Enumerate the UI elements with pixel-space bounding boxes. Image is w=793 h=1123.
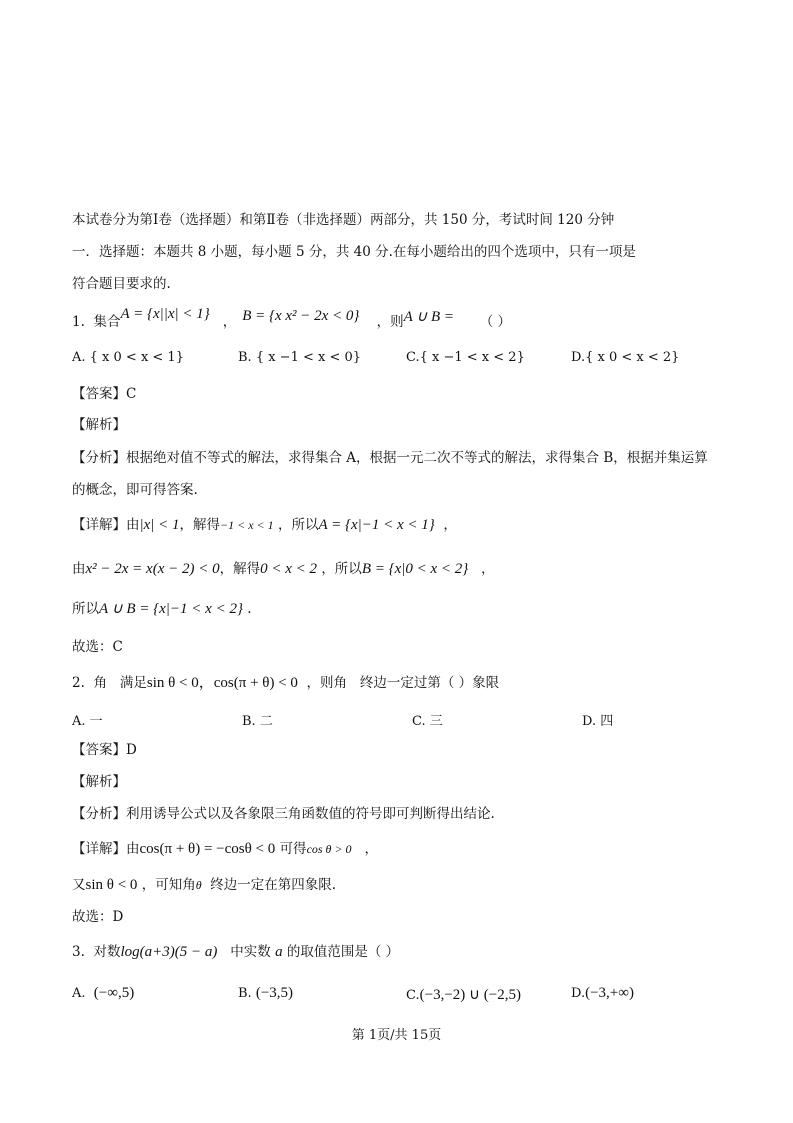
union-expr: A ∪ B = (403, 309, 455, 325)
set-a: A = {x||x| < 1} (120, 306, 210, 322)
answer-blank: （ ） (479, 314, 512, 330)
answer-line (72, 385, 136, 403)
question-text: ，则 (376, 314, 404, 330)
option-d: D. 四 (582, 714, 614, 729)
option-label: D. (571, 986, 586, 1001)
section-heading-cont: 符合题目要求的. (72, 276, 171, 292)
math-expr: B = {x|0 < x < 2} (361, 561, 469, 577)
question-number: 1. (72, 314, 85, 330)
detail-text: 所以 (72, 601, 99, 617)
detail-text: 又 (72, 877, 86, 893)
question-text: 终边一定过第（ ）象限 (359, 675, 500, 691)
final-choice: 故选：C (72, 639, 123, 655)
exam-instructions: 本试卷分为第Ⅰ卷（选择题）和第Ⅱ卷（非选择题）两部分，共 150 分，考试时间 120 分钟 (72, 212, 615, 228)
detail-text: . (247, 601, 252, 617)
detail-text: ，可知角 (141, 877, 196, 893)
detail-line-2 (72, 560, 495, 578)
answer-tag: 【答案】 (72, 742, 126, 758)
answer-tag: 【答案】 (72, 386, 126, 402)
detail-tag: 【详解】 (72, 517, 126, 533)
question-text: 对数 (93, 944, 121, 960)
math-expr: 0 < x < 2 (260, 561, 318, 577)
option-b: B. { x −1 < x < 0} (238, 350, 362, 365)
option-value: (−3,+∞) (585, 985, 634, 1001)
detail-text: 由 (72, 561, 86, 577)
detail-line-1 (72, 516, 457, 534)
question-number: 2. (72, 675, 85, 691)
option-value: (−∞,5) (93, 985, 135, 1001)
detail-text: ， (481, 561, 495, 577)
option-value: (−3,−2) ∪ (−2,5) (419, 987, 521, 1003)
section-heading: 一．选择题：本题共 8 小题，每小题 5 分，共 40 分.在每小题给出的四个选项中，只有一项是 (72, 244, 636, 260)
detail-tag: 【详解】 (72, 841, 126, 857)
analysis-heading: 【解析】 (72, 417, 126, 433)
math-expr: |x| < 1 (139, 517, 180, 533)
detail-text: ，所以 (321, 561, 362, 577)
question-2 (72, 674, 499, 692)
analysis-summary-cont: 的概念，即可得答案. (72, 482, 198, 498)
option-label: C. (406, 988, 420, 1003)
detail-text: ， (364, 841, 378, 857)
detail-text: 可得 (279, 841, 307, 857)
answer-value: C (126, 386, 137, 402)
question-text: ， (222, 314, 237, 330)
option-a (72, 985, 134, 1002)
math-expr: θ (195, 878, 202, 892)
detail-line-1 (72, 840, 378, 858)
question-text: 集合 (93, 314, 121, 330)
question-text: 中实数 (230, 944, 271, 960)
set-b: B = {x x² − 2x < 0} (242, 308, 360, 324)
summary-tag: 【分析】 (72, 450, 126, 466)
option-b: B. 二 (242, 714, 273, 729)
page-footer: 第 1页/共 15页 (351, 1028, 442, 1043)
summary-tag: 【分析】 (72, 806, 126, 822)
math-var: a (275, 944, 283, 960)
question-text: 的取值范围是（ ） (286, 944, 400, 960)
math-expr: A ∪ B = {x|−1 < x < 2} (99, 601, 243, 617)
option-c: C. 三 (412, 714, 443, 729)
detail-text: ，解得 (219, 561, 261, 577)
option-a: A. { x 0 < x < 1} (72, 350, 184, 365)
option-d (571, 985, 634, 1002)
math-expr: A = {x|−1 < x < 1} (318, 517, 435, 533)
detail-line-2 (72, 876, 336, 894)
question-number: 3. (72, 944, 85, 960)
detail-text: 由 (126, 517, 140, 533)
math-expr: x² − 2x = x(x − 2) < 0 (85, 561, 220, 577)
question-text: ，则角 (306, 675, 348, 691)
option-a: A. 一 (72, 714, 103, 729)
analysis-summary (72, 449, 708, 467)
option-b (238, 985, 293, 1002)
analysis-summary (72, 805, 495, 823)
question-text: 角 (93, 675, 107, 691)
math-expr: sin θ < 0 (85, 877, 138, 893)
detail-text: 由 (126, 841, 140, 857)
math-expr: log(a+3)(5 − a) (120, 944, 218, 960)
math-expr: sin θ < 0，cos(π + θ) < 0 (146, 675, 298, 691)
option-c: C.{ x −1 < x < 2} (406, 350, 525, 365)
option-label: B. (238, 986, 252, 1001)
answer-value: D (126, 742, 137, 758)
question-1 (72, 306, 512, 331)
option-value: (−3,5) (255, 985, 294, 1001)
question-text: 满足 (119, 675, 147, 691)
final-choice: 故选：D (72, 909, 124, 925)
question-3 (72, 943, 399, 961)
option-label: A. (72, 986, 86, 1001)
detail-text: ，解得 (179, 517, 221, 533)
answer-line (72, 741, 137, 759)
detail-text: ， (443, 517, 457, 533)
detail-line-3 (72, 600, 252, 618)
summary-text: 利用诱导公式以及各象限三角函数值的符号即可判断得出结论. (126, 806, 495, 822)
summary-text: 根据绝对值不等式的解法，求得集合 A，根据一元二次不等式的解法，求得集合 B，根据并集运算 (126, 450, 708, 466)
math-expr: cos(π + θ) = −cosθ < 0 (139, 841, 276, 857)
option-c (406, 985, 521, 1004)
detail-text: 终边一定在第四象限. (210, 877, 336, 893)
detail-text: ，所以 (277, 517, 319, 533)
math-expr: cos θ > 0 (306, 842, 352, 856)
analysis-heading: 【解析】 (72, 774, 126, 790)
option-d: D.{ x 0 < x < 2} (571, 350, 680, 365)
math-expr: −1 < x < 1 (220, 518, 274, 532)
